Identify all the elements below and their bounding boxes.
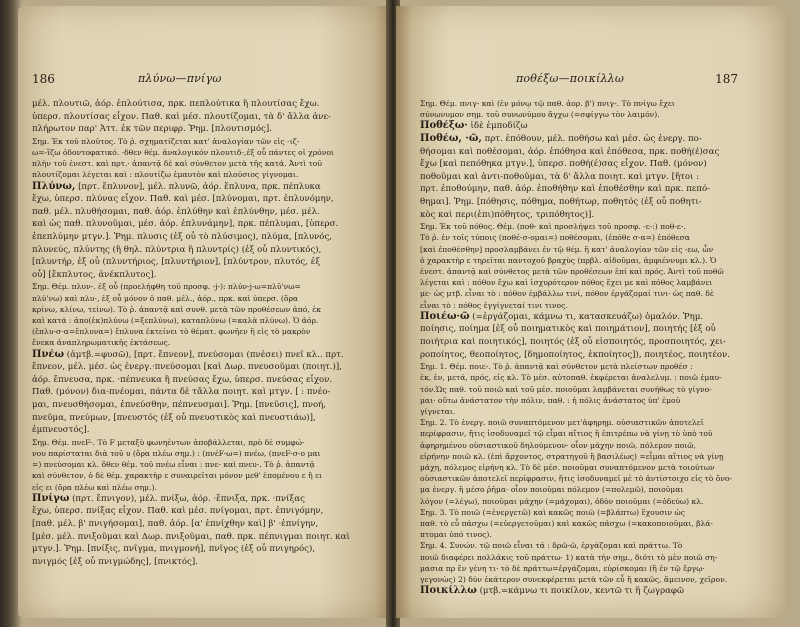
text-line: Σημ. 1. Θέμ. ποιε-. Τὸ ῥ. ἀπαντᾷ καὶ σύνθετον μετὰ πλείστων προθέσ : <box>420 362 693 372</box>
text-line: ἔχω, ὑπερσ. πνίξας εἶχον. Παθ. καὶ μέσ. πνίγομαι, πρτ. ἐπνιγόμην, <box>32 506 324 517</box>
text-line: κὸς καὶ περι(ἐπι)πόθητος, τριπόθητος)]. <box>420 209 595 220</box>
text-line: λέγεται καὶ : πόθον ἔχω καὶ ἰσχυρότερον πόθος ἔχει με καὶ πόθος λαμβάνει <box>420 278 713 288</box>
text-line: πτομαι ὑπό τινος). <box>420 530 492 540</box>
text-line: καὶ ὡς παθ. πλυνοῦμαι, μέσ. ἀόρ. ἐπλυνάμην], πρκ. πέπλυμαι, [ὑπερσ. <box>32 219 339 230</box>
text-line: εἰς ει (ὅρα πλέω καὶ πλέω σημ.). <box>32 482 157 492</box>
text-line: Παθ. (μόνον) δια-πνέομαι, πάντα δὲ τἄλλα ποιητ. καὶ μτγν. [ : πνέο- <box>32 387 331 398</box>
text-line: ἐνεστ. ἀπαντᾷ καὶ σύνθετος μετὰ τῶν προθέσεων ἐπί καὶ πρός. Ἀντὶ τοῦ ποθῶ <box>420 266 724 276</box>
text-line: ἐκ, ἐν, μετά, πρός, εἰς κλ. Τὸ μέσ. αὐτοπαθ. ἐκφέρεται ἀναλελυμ. : ποιῶ ἐμαυ- <box>420 373 722 383</box>
text-line: Ποθέω, ·ῶ, πρτ. ἐπόθουν, μέλ. ποθήσω καὶ μέσ. ὡς ἐνεργ. πο- <box>420 133 702 144</box>
text-line: ποίησις, ποίημα [ἐξ οὗ ποιηματικὸς καὶ ποιημάτιον], ποιητής [ἐξ οὗ <box>420 324 716 335</box>
entry-headword: Ποθέξω· <box>420 120 468 132</box>
text-line: πρτ. ἐποθούμην, παθ. ἀόρ. ἐποθήθην καὶ ἐποθέσθην καὶ πρκ. πεπό- <box>420 184 711 195</box>
text-line: πλὴν τοῦ ἐνεστ. καὶ πρτ.· ἀπαντᾷ δὲ καὶ σύνθετον μετὰ τῆς κατά. Ἀντὶ τοῦ <box>32 159 322 169</box>
text-line: Σημ. Ἐκ τοῦ πόθος. Θέμ. (ποθ- καὶ προσλήψει τοῦ προσφ. -ε-:) ποθ-ε-. <box>420 222 686 232</box>
text-line: καὶ κατά : ἀπο(ἐκ)πλύνω (=ξεπλύνω), καταπλύνω (=καλὰ πλύνω). Ὁ ἀόρ. <box>32 315 319 325</box>
text-line: ἔχω, ὑπερσ. πλύνας εἶχον. Παθ. καὶ μέσ. [πλύνομαι, πρτ. ἐπλυνόμην, <box>32 194 334 205</box>
entry-headword: Πλύνω, <box>32 180 76 192</box>
text-line: γίγνεται. <box>420 406 456 416</box>
text-line: ἀόρ. ἔπνευσα, πρκ. ·πέπνευκα ἢ πνεύσας ἔχω, ὑπερσ. πνεύσας εἶχον. <box>32 374 333 385</box>
entry-headword: Πνίγω <box>32 492 70 504</box>
text-line: πνιγμός [ἐξ οὗ πνιγμώδης], [πνικτός]. <box>32 556 198 567</box>
text-line: με· ὡς μτβ. εἶναι τὸ : πόθον ἐμβάλλω τινί, πόθον ἐργάζομαί τινι· ὡς παθ. δὲ <box>420 289 714 299</box>
text-line: εἶναι τὸ : πόθος ἐγγίγνεταί τινι τινος. <box>420 300 568 310</box>
page-text <box>420 98 770 598</box>
text-line: =) πνεύσομαι κλ. ὅθεν θέμ. τοῦ πνέω εἶναι : πνε- καὶ πνευ-. Τὸ ῥ. ἀπαντᾷ <box>32 460 315 470</box>
text-line: Ποικίλλω (μτβ.=κάμνω τι ποικίλον, κεντῶ τι ἢ ζωγραφῶ <box>420 585 684 597</box>
running-head: πλύνω—πνίγω <box>138 72 222 85</box>
text-line: οὗ] [ἔκπλυτος, ἀνέκπλυτος]. <box>32 269 157 280</box>
text-line: Πνέω (ἀμτβ.=φυσῶ), [πρτ. ἔπνεον], πνεύσομαι (πνέσει) πνεῖ κλ.. πρτ. <box>32 348 344 360</box>
text-line: νου παρίσταται διὰ τοῦ υ (ὅρα πλέω σημ.) : (πνέF-ω=) πνέω, (πνεF-σ-ο μαι <box>32 448 321 458</box>
text-line: [καὶ ἐποθέσθην] προσλαμβάνει ἐν τῷ θέμ. ἢ κατ' ἀναλογίαν τῶν εἰς -εω, ὧν <box>420 244 714 254</box>
text-line: Σημ. 4. Συνών. τῷ ποιῶ εἶναι τά : δρῶ-ῶ, ἐργάζομαι καὶ πράττω. Τὸ <box>420 541 683 551</box>
text-line: Σημ. Θέμ. πνεF-. Τὸ F μεταξὺ φωνηέντων ἀποβάλλεται, πρὸ δὲ συμφώ- <box>32 437 305 447</box>
text-line: ἔχω [καὶ πεπόθηκα μτγν.], ὑπερσ. ποθή(έ)σας εἶχον. Παθ. (μόνον) <box>420 159 707 170</box>
text-line: ἔπνεον, μέλ. μέσ. ὡς ἐνεργ.·πνεύσομαι [καὶ Δωρ. πνευσοῦμαι (ποιητ.)], <box>32 362 342 373</box>
text-line: (ἔπλυ-σ-α=ἔπλυνα=) ἔπλυνα ἐκτείνει τὸ θέματ. φωνῆεν ἢ εἰς τὸ μακρὸν <box>32 327 311 337</box>
right-page <box>396 6 786 618</box>
text-line: εἰρήνην ποιῶ κλ. (ἐπὶ ἄρχοντος, στρατηγοῦ ἢ βασιλέως) =εἶμαι αἴτιος νὰ γίνῃ <box>420 451 724 461</box>
text-line: ποιήτρια καὶ ποιητικός], ποιητός (ἐξ οὗ εἰσποιητός, προσποιητός, χει- <box>420 336 726 347</box>
text-line: Πλύνω, [πρτ. ἔπλυνον], μέλ. πλυνῶ, ἀόρ. ἔπλυνα, πρκ. πέπλυκα <box>32 180 321 192</box>
text-line: πλουτίζομαι λέγεται καὶ : πλουτίζω ἐμαυτὸν καὶ πλούσιος γίγνομαι. <box>32 170 299 180</box>
text-line: [παθ. μέλ. β' πνιγήσομαι], παθ. ἀόρ. [α' ἐπνίχθην καὶ] β' ·ἐπνίγην, <box>32 518 319 529</box>
text-line: Πνίγω (πρτ. ἔπνιγον), μέλ. πνίξω, ἀόρ. ·ἔπνιξα, πρκ. ·πνίξας <box>32 492 305 504</box>
text-line: Ποθέξω· ἰδὲ ἐμποδίζω <box>420 120 528 132</box>
text-line: [πλυντήρ, ἐξ οὗ (πλυντήριος, [πλυντήριον], [πλύντρον, πλυτός, ἐξ <box>32 257 321 268</box>
text-line: ροποίητος, θεοποίητος, [δημοποίητος, ἐκποίητος]), ποιητέος, ποιητέον. <box>420 349 731 360</box>
text-line: σύνωνυμον σημ. τοῦ συνωνύμου ἄγχω (=σφίγγω τὸν λαιμόν). <box>420 110 660 120</box>
text-line: Σημ. Θέμ. πνιγ- καὶ (ἐν μόνῳ τῷ παθ. ἀορ. β') πνιγ-. Τὸ πνίγω ἔχει <box>420 99 675 108</box>
text-line: πνεῦμα, πνεύμων, [πνευστός (ἐξ οὗ πνευστικὸς καὶ πνευστιάω)], <box>32 412 316 423</box>
text-line: Σημ. Θέμ. πλυν-. ἐξ οὗ (προελήφθη τοῦ προσφ. -j-): πλύν-j-ω=πλῦ'νω= <box>32 282 301 292</box>
page-text <box>32 98 382 568</box>
text-line: τόν.Ὡς παθ. τοῦ ποιῶ καὶ τοῦ μέσ. ποιοῦμαι λαμβάνεται συνήθως τὸ γίγνο- <box>420 384 712 394</box>
text-line: πλύ'νω) καὶ πλυ-, ἐξ οὗ μόνον ὁ παθ. μέλ., ἀόρ., πρκ. καὶ ὑπερσ. (ὅρα <box>32 293 299 303</box>
entry-headword: Ποθέω, ·ῶ, <box>420 133 482 144</box>
entry-headword: Ποικίλλω <box>420 585 477 597</box>
text-line: ἐπεπλύμην μτγν.]. Ῥημ. πλυσις (ἐξ οὗ τὸ πλύσιμος), πλύμα, [πλυνός, <box>32 231 333 242</box>
page-number: 186 <box>32 72 55 86</box>
text-line: περίφρασιν, ἥτις ἰσοδυναμεῖ τῷ εἶμαι αἴτιος ἢ ἐπιτρέπω νὰ γίνῃ τὸ ὑπὸ τοῦ <box>420 429 713 439</box>
text-line: καὶ σύνθετον, ὁ δὲ θέμ. χαρακτὴρ ε συναιρεῖται μόνον μεθ' ἑπομένου ε ἢ ει <box>32 471 322 481</box>
text-line: μαι· οὕτω ἀνάστατον τὴν πόλιν, παθ. : ἡ πόλις ἀνάστατος ὑπ' ἐμοῦ <box>420 395 681 405</box>
text-line: ὁ χαρακτὴρ ε τηρεῖται παντοχοῦ βραχὺς (πρβλ. αἰδοῦμαι, ἀμφιέννυμι κλ.). Ὁ <box>420 255 717 265</box>
text-line: ἕνεκα ἀναπληρωματικῆς ἐκτάσεως. <box>32 338 171 348</box>
entry-headword: Ποιέω·ῶ <box>420 310 470 322</box>
text-line: παθ. τὸ εὖ πάσχω (=εὐεργετοῦμαι) καὶ κακῶς πάσχω (=κακοποιοῦμαι, βλά- <box>420 519 713 528</box>
text-line: λόγον (=λέγω), ποιοῦμαι μάχην (=μάχομαι), ὁδὸν ποιοῦμαι (=ὁδεύω) κλ. <box>420 496 704 506</box>
text-line: Ποιέω·ῶ (=ἐργάζομαι, κάμνω τι, κατασκευάζω) ὁμαλόν. Ῥημ. <box>420 310 704 322</box>
text-line: γεγονὼς) 2) δύν ἑκάτερον συνεκφέρεται μετὰ τῶν εὖ ἢ κακῶς, ἄμεινον, χεῖρον. <box>420 575 728 585</box>
text-line: Τὸ ῥ. ἐν τοῖς τύποις (ποθέ-σ-ομαι=) ποθέσομαι, (ἐπόθε σ-α=) ἐπόθεσα <box>420 233 690 243</box>
text-line: μα ἐνεργ. ἢ μέσο ῥῆμα· οἷον ποιοῦμαι πόλεμον (=πολεμῶ), ποιοῦμαι <box>420 485 684 495</box>
left-page <box>18 6 390 618</box>
text-line: μάχη, πόλεμος εἰρήνη κλ. Τὸ δὲ μέσ. ποιοῦμαι συναπτόμενον μετὰ τοιούτων <box>420 462 715 472</box>
text-line: μέλ. πλουτιῶ, ἀόρ. ἐπλούτισα, πρκ. πεπλούτικα ἢ πλουτίσας ἔχω. <box>32 99 320 109</box>
text-line: ποιῶ διαφέρει πολλάκις τοῦ πράττω· 1) κατὰ τὴν σημ., διότι τὸ μὲν ποιῶ ση- <box>420 552 718 562</box>
running-head: ποθέξω—ποικίλλω <box>516 72 625 85</box>
text-line: [μέσ. μέλ. πνιξοῦμαι καὶ Δωρ. πνιξοῦμαι, παθ. πρκ. πέπνιγμαι ποιητ. καὶ <box>32 531 350 542</box>
text-line: ὑπερσ. πλουτίσας εἶχον. Παθ. καὶ μέσ. πλουτίζομαι, τὰ δ' ἄλλα ἀνε- <box>32 111 331 122</box>
text-line: θήσομαι καὶ ποθέσομαι, ἀόρ. ἐπόθησα καὶ ἐπόθεσα, πρκ. ποθή(έ)σας <box>420 146 720 157</box>
text-line: παθ. μέλ. πλυθήσομαι, παθ. ἀόρ. ἐπλύθην καὶ ἐπλύνθην, μέσ. μέλ. <box>32 206 320 217</box>
text-line: Σημ. 3. Τὸ ποιῶ (=ἐνεργετῶ) καὶ κακῶς ποιῶ (=βλάπτω) ἔχουσιν ὡς <box>420 507 686 517</box>
text-line: πλήρωτον παρ' Ἀττ. ἐκ τῶν περιφρ. Ῥημ. [πλουτισμός]. <box>32 124 272 135</box>
text-line: οὐσιαστικῶν ἀποτελεῖ περίφρασιν, ἥτις ἰσοδυναμεῖ μὲ τὸ ἀντίστοιχο εἰς τὸ ὄνο- <box>420 474 733 484</box>
text-line: μαι, πνευσθήσομαι, ἐπνεύσθην, πέπνευσμαι]. Ῥημ. [πνεῦσις], πνοή, <box>32 399 327 410</box>
text-line: ἀφηρημένου οὐσιαστικοῦ δηλούμενον· οἷον μάχην ποιῶ, πόλεμον ποιῶ, <box>420 440 696 450</box>
text-line: πλυνεύς, πλύντης (ἢ θηλ. πλύντρια ἢ πλυντρίς) (ἐξ οὗ πλυντικός), <box>32 244 322 255</box>
text-line: ω=-ἴζω ὀδοντοφατικό. ·δθεν θέμ. ἀναλογικόν πλουτιδ-,ἐξ οὗ πάντες οἱ χρόνοι <box>32 147 334 157</box>
text-line: μασια πρ ἔν γένη τι· τὸ δὲ πράττω=ἐργάζομαι, εὑρίσκομαι (ἢ ἐν τῷ ἔργῳ· <box>420 563 705 573</box>
text-line: Σημ. 2. Τὸ ἐνεργ. ποιῶ συναπτόμενον μετ'ἀφηρημ. οὐσιαστικῶν ἀποτελεῖ <box>420 418 704 428</box>
page-number: 187 <box>715 72 738 86</box>
text-line: μτγν.]. Ῥημ. [πνίξις, πνῖγμα, πνιγμονή], πνῖγος (ἐξ οὗ πνιγηρός), <box>32 544 316 555</box>
text-line: Σημ. Ἐκ τοῦ πλοῦτος. Τὸ ῥ. σχηματίζεται κατ' ἀναλογίαν τῶν εἰς -ιζ- <box>32 136 300 146</box>
text-line: ἐμπνευστός]. <box>32 425 90 436</box>
text-line: κρίνω, κλίνω, τείνω). Τὸ ῥ. ἀπαντᾷ καὶ συνθ. μετὰ τῶν προθέσεων ἀπό, ἐκ <box>32 304 321 314</box>
text-line: ποθοῦμαι καὶ ἀντι-ποθοῦμαι, τὰ δ' ἄλλα ποιητ. καὶ μτγν. [ἤτοι : <box>420 171 700 182</box>
text-line: θημαι]. Ῥημ. [πόθησις, πόθημα, ποθήτωρ, ποθητός (ἐξ οὗ ποθητι- <box>420 196 702 207</box>
entry-headword: Πνέω <box>32 348 64 360</box>
